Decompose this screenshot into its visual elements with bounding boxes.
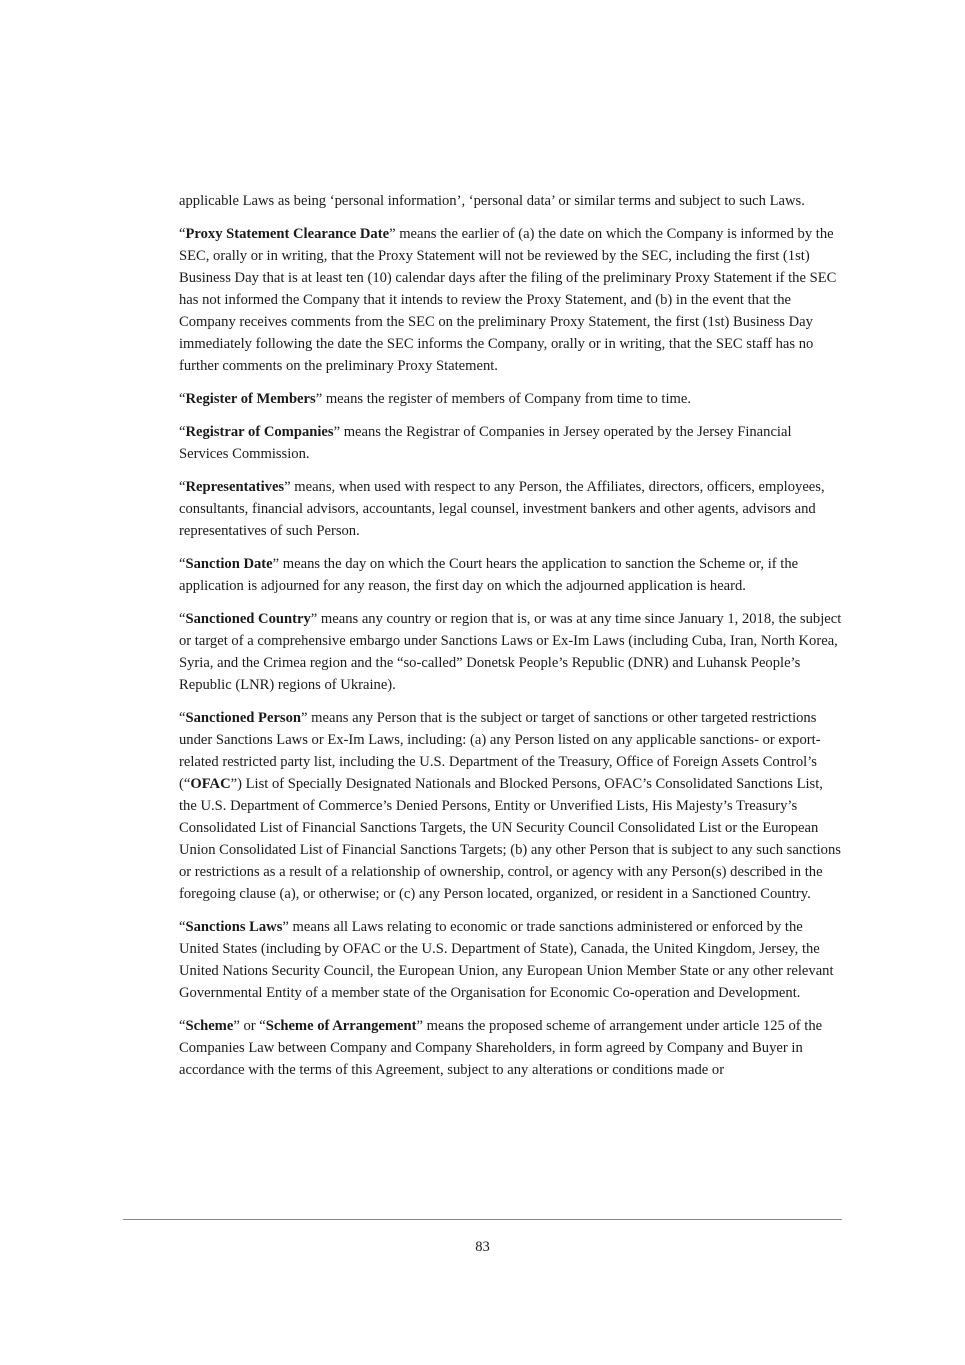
definition-registrar-of-companies: “Registrar of Companies” means the Registrar of Companies in Jersey operated by the Jersey Financial Services Commission.: [179, 424, 792, 462]
defined-term: Sanction Date: [185, 556, 273, 572]
definition-proxy-statement-clearance-date: “Proxy Statement Clearance Date” means the earlier of (a) the date on which the Company is informed by the SEC, orally or in writing, that the Proxy Statement will not be reviewed by the SEC, including the first (1st) Business Day that is at least ten (10) calendar days after the filing of the preliminary Proxy Statement if the SEC has not informed the Company that it intends to review the Proxy Statement, and (b) in the event that the Company receives comments from the SEC on the preliminary Proxy Statement, the first (1st) Business Day immediately following the date the SEC informs the Company, orally or in writing, that the SEC staff has no further comments on the preliminary Proxy Statement.: [179, 226, 837, 374]
definition-sanctioned-country: “Sanctioned Country” means any country or region that is, or was at any time since January 1, 2018, the subject or target of a comprehensive embargo under Sanctions Laws or Ex-Im Laws (including Cuba, Iran, North Korea, Syria, and the Crimea region and the “so-called” Donetsk People’s Republic (DNR) and Luhansk People’s Republic (LNR) regions of Ukraine).: [179, 611, 842, 693]
definition-register-of-members: “Register of Members” means the register of members of Company from time to time.: [179, 391, 691, 407]
defined-term: Sanctioned Country: [185, 611, 311, 627]
defined-term: Representatives: [185, 479, 285, 495]
definition-sanctioned-person: “Sanctioned Person” means any Person that is the subject or target of sanctions or other targeted restrictions under Sanctions Laws or Ex-Im Laws, including: (a) any Person listed on any applicable sanctions- or export-related restricted party list, including the U.S. Department of the Treasury, Office of Foreign Assets Control’s (“OFAC”) List of Specially Designated Nationals and Blocked Persons, OFAC’s Consolidated Sanctions List, the U.S. Department of Commerce’s Denied Persons, Entity or Unverified Lists, His Majesty’s Treasury’s Consolidated List of Financial Sanctions Targets, the UN Security Council Consolidated List or the European Union Consolidated List of Financial Sanctions Targets; (b) any other Person that is subject to any such sanctions or restrictions as a result of a relationship of ownership, control, or agency with any Person(s) described in the foregoing clause (a), or otherwise; or (c) any Person located, organized, or resident in a Sanctioned Country.: [179, 710, 841, 902]
defined-term: Proxy Statement Clearance Date: [185, 226, 390, 242]
defined-term: Sanctioned Person: [185, 710, 302, 726]
defined-term: Scheme: [185, 1018, 234, 1034]
footer-divider: [123, 1219, 842, 1220]
defined-term: Registrar of Companies: [185, 424, 334, 440]
defined-term: Sanctions Laws: [185, 919, 283, 935]
definition-representatives: “Representatives” means, when used with respect to any Person, the Affiliates, directors, officers, employees, consultants, financial advisors, accountants, legal counsel, investment bankers and other agents, advisors and representatives of such Person.: [179, 479, 825, 539]
defined-term: Register of Members: [185, 391, 316, 407]
definition-scheme: “Scheme” or “Scheme of Arrangement” means the proposed scheme of arrangement under article 125 of the Companies Law between Company and Company Shareholders, in form agreed by Company and Buyer in accordance with the terms of this Agreement, subject to any alterations or conditions made or: [179, 1018, 823, 1078]
defined-term-ofac: OFAC: [190, 776, 231, 792]
paragraph-personal-information-continuation: applicable Laws as being ‘personal information’, ‘personal data’ or similar terms and subject to such Laws.: [179, 193, 805, 209]
definition-sanction-date: “Sanction Date” means the day on which the Court hears the application to sanction the Scheme or, if the application is adjourned for any reason, the first day on which the adjourned application is heard.: [179, 556, 799, 594]
page-number: 83: [475, 1239, 490, 1255]
defined-term-scheme-of-arrangement: Scheme of Arrangement: [265, 1018, 417, 1034]
definition-sanctions-laws: “Sanctions Laws” means all Laws relating to economic or trade sanctions administered or enforced by the United States (including by OFAC or the U.S. Department of State), Canada, the United Kingdom, Jersey, the United Nations Security Council, the European Union, any European Union Member State or any other relevant Governmental Entity of a member state of the Organisation for Economic Co-operation and Development.: [179, 919, 834, 1001]
document-body: [179, 190, 843, 1092]
